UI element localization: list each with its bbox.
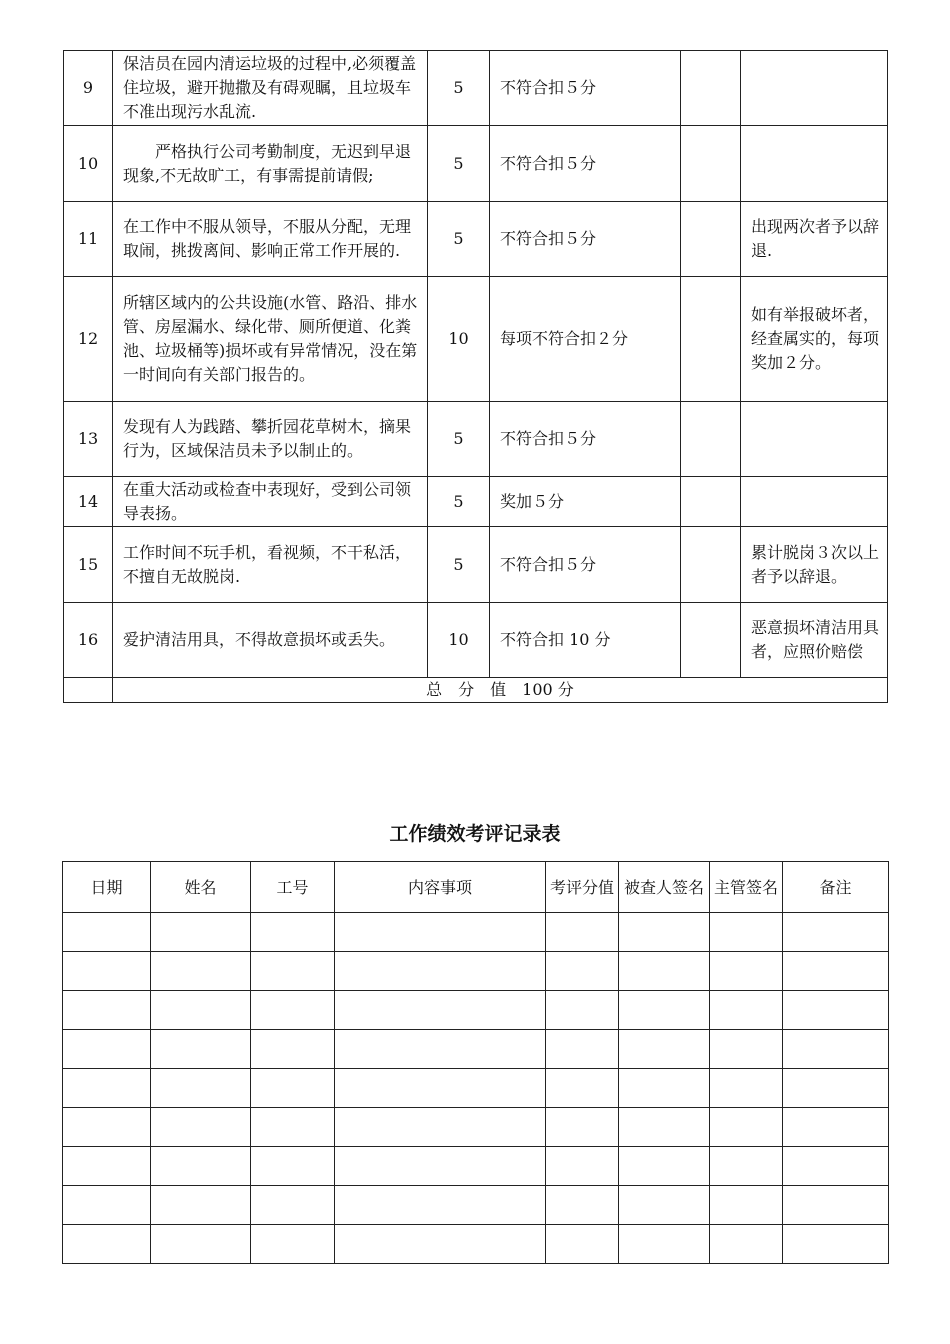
blank-cell — [710, 1030, 783, 1069]
criteria-note — [741, 126, 888, 202]
score-entry-cell — [681, 402, 741, 477]
blank-cell — [783, 1108, 889, 1147]
blank-cell — [251, 1147, 335, 1186]
criteria-content: 发现有人为践踏、攀折园花草树木，摘果行为，区域保洁员未予以制止的。 — [113, 402, 428, 477]
blank-cell — [151, 1030, 251, 1069]
blank-cell — [63, 991, 151, 1030]
header-name: 姓名 — [151, 862, 251, 913]
criteria-score: 5 — [428, 126, 490, 202]
header-supervisor-sign: 主管签名 — [710, 862, 783, 913]
blank-cell — [63, 1069, 151, 1108]
row-number: 12 — [64, 277, 113, 402]
total-row — [64, 678, 888, 703]
blank-cell — [335, 1147, 546, 1186]
criteria-content: 所辖区域内的公共设施(水管、路沿、排水管、房屋漏水、绿化带、厕所便道、化粪池、垃圾桶等)损坏或有异常情况，没在第一时间向有关部门报告的。 — [113, 277, 428, 402]
blank-cell — [63, 952, 151, 991]
record-row — [63, 1225, 889, 1264]
row-number: 14 — [64, 477, 113, 527]
criteria-note: 恶意损坏清洁用具者，应照价赔偿 — [741, 603, 888, 678]
blank-cell — [710, 1186, 783, 1225]
criteria-row — [64, 527, 888, 603]
header-content: 内容事项 — [335, 862, 546, 913]
blank-cell — [63, 1108, 151, 1147]
blank-cell — [710, 952, 783, 991]
blank-cell — [783, 1225, 889, 1264]
blank-cell — [546, 1147, 619, 1186]
criteria-row — [64, 603, 888, 678]
blank-cell — [783, 1186, 889, 1225]
record-row — [63, 1186, 889, 1225]
criteria-score: 5 — [428, 51, 490, 126]
row-number: 13 — [64, 402, 113, 477]
blank-cell — [251, 1030, 335, 1069]
scoring-rule: 每项不符合扣２分 — [490, 277, 681, 402]
criteria-score: 5 — [428, 402, 490, 477]
blank-cell — [546, 1108, 619, 1147]
blank-cell — [619, 1108, 710, 1147]
blank-cell — [151, 1225, 251, 1264]
score-entry-cell — [681, 277, 741, 402]
criteria-content: 工作时间不玩手机，看视频，不干私活，不擅自无故脱岗. — [113, 527, 428, 603]
criteria-note: 如有举报破坏者，经查属实的，每项奖加２分。 — [741, 277, 888, 402]
scoring-rule: 不符合扣 10 分 — [490, 603, 681, 678]
score-entry-cell — [681, 603, 741, 678]
scoring-rule: 不符合扣５分 — [490, 402, 681, 477]
criteria-score: 5 — [428, 527, 490, 603]
criteria-note — [741, 477, 888, 527]
blank-cell — [619, 1030, 710, 1069]
blank-cell — [710, 1069, 783, 1108]
blank-cell — [783, 1030, 889, 1069]
record-form-title: 工作绩效考评记录表 — [389, 823, 561, 845]
blank-cell — [335, 952, 546, 991]
blank-cell — [335, 1225, 546, 1264]
criteria-row — [64, 277, 888, 402]
blank-cell — [710, 1147, 783, 1186]
blank-cell — [63, 1147, 151, 1186]
record-header-row — [63, 862, 889, 913]
criteria-content: 在重大活动或检查中表现好，受到公司领导表扬。 — [113, 477, 428, 527]
criteria-row — [64, 51, 888, 126]
header-inspectee-sign: 被查人签名 — [619, 862, 710, 913]
blank-cell — [546, 1030, 619, 1069]
blank-cell — [251, 913, 335, 952]
row-number: 11 — [64, 202, 113, 277]
record-row — [63, 1147, 889, 1186]
scoring-rule: 不符合扣５分 — [490, 126, 681, 202]
record-row — [63, 1069, 889, 1108]
blank-cell — [619, 1186, 710, 1225]
blank-cell — [151, 1069, 251, 1108]
score-entry-cell — [681, 51, 741, 126]
scoring-criteria-table — [63, 50, 888, 703]
row-number: 16 — [64, 603, 113, 678]
criteria-note — [741, 51, 888, 126]
header-id: 工号 — [251, 862, 335, 913]
total-blank-cell — [64, 678, 113, 703]
blank-cell — [710, 1225, 783, 1264]
blank-cell — [151, 991, 251, 1030]
blank-cell — [335, 1186, 546, 1225]
blank-cell — [619, 1069, 710, 1108]
blank-cell — [335, 1108, 546, 1147]
criteria-content: 保洁员在园内清运垃圾的过程中,必须覆盖住垃圾，避开抛撒及有碍观瞩，且垃圾车不准出现污水乱流. — [113, 51, 428, 126]
score-entry-cell — [681, 202, 741, 277]
blank-cell — [251, 1225, 335, 1264]
record-row — [63, 1030, 889, 1069]
header-remark: 备注 — [783, 862, 889, 913]
criteria-row — [64, 402, 888, 477]
blank-cell — [335, 991, 546, 1030]
criteria-score: 10 — [428, 277, 490, 402]
blank-cell — [619, 1225, 710, 1264]
blank-cell — [619, 991, 710, 1030]
blank-cell — [619, 1147, 710, 1186]
blank-cell — [151, 952, 251, 991]
blank-cell — [783, 1069, 889, 1108]
blank-cell — [335, 913, 546, 952]
criteria-score: 5 — [428, 202, 490, 277]
criteria-content: 爱护清洁用具，不得故意损坏或丢失。 — [113, 603, 428, 678]
scoring-rule: 不符合扣５分 — [490, 202, 681, 277]
blank-cell — [251, 1069, 335, 1108]
row-number: 15 — [64, 527, 113, 603]
blank-cell — [783, 991, 889, 1030]
blank-cell — [151, 1147, 251, 1186]
blank-cell — [63, 1186, 151, 1225]
total-score-label: 总 分 值 100 分 — [113, 678, 888, 703]
criteria-content: 在工作中不服从领导，不服从分配，无理取闹，挑拨离间、影响正常工作开展的. — [113, 202, 428, 277]
blank-cell — [251, 1186, 335, 1225]
row-number: 10 — [64, 126, 113, 202]
blank-cell — [710, 991, 783, 1030]
criteria-note: 出现两次者予以辞退. — [741, 202, 888, 277]
blank-cell — [335, 1069, 546, 1108]
criteria-content: 严格执行公司考勤制度，无迟到早退现象,不无故旷工，有事需提前请假; — [113, 126, 428, 202]
score-entry-cell — [681, 477, 741, 527]
blank-cell — [151, 1186, 251, 1225]
performance-record-table — [62, 861, 889, 1264]
header-date: 日期 — [63, 862, 151, 913]
scoring-rule: 不符合扣５分 — [490, 51, 681, 126]
criteria-score: 5 — [428, 477, 490, 527]
blank-cell — [63, 1030, 151, 1069]
blank-cell — [251, 991, 335, 1030]
record-row — [63, 1108, 889, 1147]
blank-cell — [783, 1147, 889, 1186]
blank-cell — [63, 913, 151, 952]
blank-cell — [63, 1225, 151, 1264]
record-row — [63, 913, 889, 952]
blank-cell — [783, 913, 889, 952]
blank-cell — [251, 1108, 335, 1147]
blank-cell — [251, 952, 335, 991]
blank-cell — [710, 913, 783, 952]
row-number: 9 — [64, 51, 113, 126]
criteria-note: 累计脱岗３次以上者予以辞退。 — [741, 527, 888, 603]
blank-cell — [710, 1108, 783, 1147]
criteria-row — [64, 126, 888, 202]
record-row — [63, 991, 889, 1030]
blank-cell — [546, 991, 619, 1030]
blank-cell — [783, 952, 889, 991]
score-entry-cell — [681, 527, 741, 603]
criteria-score: 10 — [428, 603, 490, 678]
blank-cell — [619, 913, 710, 952]
criteria-note — [741, 402, 888, 477]
blank-cell — [619, 952, 710, 991]
record-row — [63, 952, 889, 991]
blank-cell — [335, 1030, 546, 1069]
blank-cell — [151, 1108, 251, 1147]
header-score: 考评分值 — [546, 862, 619, 913]
criteria-row — [64, 477, 888, 527]
blank-cell — [546, 1069, 619, 1108]
blank-cell — [546, 1186, 619, 1225]
blank-cell — [546, 952, 619, 991]
score-entry-cell — [681, 126, 741, 202]
criteria-row — [64, 202, 888, 277]
blank-cell — [151, 913, 251, 952]
scoring-rule: 不符合扣５分 — [490, 527, 681, 603]
scoring-rule: 奖加５分 — [490, 477, 681, 527]
blank-cell — [546, 913, 619, 952]
blank-cell — [546, 1225, 619, 1264]
